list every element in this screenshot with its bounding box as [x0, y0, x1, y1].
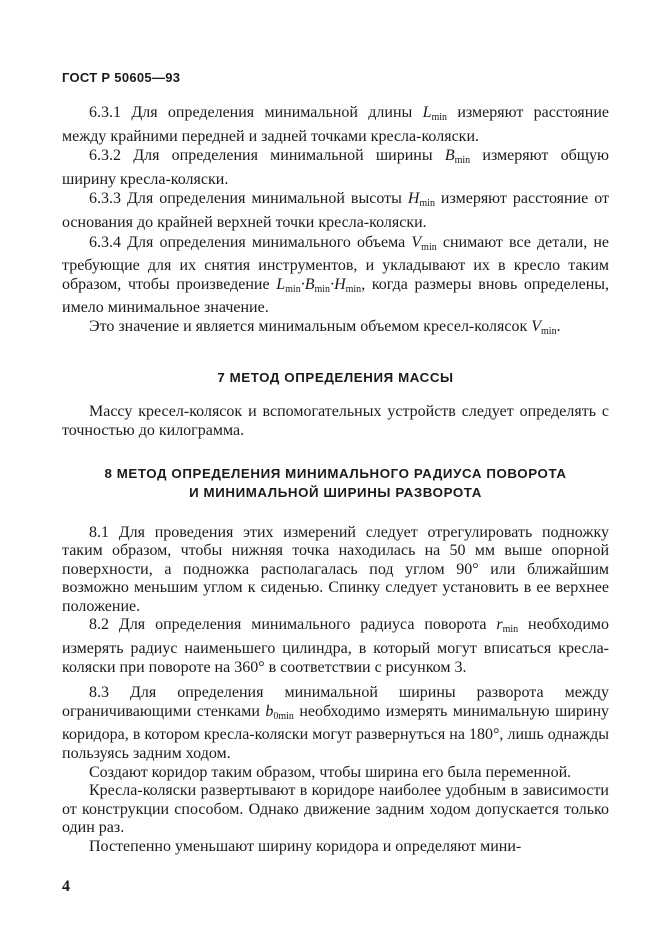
symbol-v-min: [531, 318, 556, 335]
symbol-letter: H: [334, 275, 346, 293]
symbol-subscript: min: [541, 325, 557, 337]
paragraph-6-3-2: [62, 147, 609, 189]
paragraph-reduce-width: Постепенно уменьшают ширину коридора и определяют мини-: [89, 838, 522, 855]
symbol-l-min: [423, 104, 447, 121]
body-text: [62, 104, 609, 857]
multiplication-dot: ·: [330, 275, 335, 293]
paragraph-6-3-4-conclusion: [62, 318, 609, 342]
symbol-letter: L: [422, 104, 432, 121]
product-formula: [276, 276, 361, 293]
text-segment: снимают все детали, не требующие для их снятия инструментов, и укладывают их в кресло таким образом, чтобы произведение: [62, 233, 609, 293]
paragraph-8-2: [62, 616, 609, 677]
symbol-subscript: min: [502, 624, 519, 636]
text-segment: 6.3.1 Для определения минимальной длины: [89, 104, 423, 121]
heading-line: 8 МЕТОД ОПРЕДЕЛЕНИЯ МИНИМАЛЬНОГО РАДИУСА ПОВОРОТА: [104, 466, 567, 482]
symbol-subscript: min: [314, 283, 331, 295]
paragraph-6-3-4: [62, 234, 609, 318]
text-segment: .: [556, 317, 561, 335]
text-segment: необходимо измерять минимальную ширину коридора, в котором кресла-коляски могут развернуться на 180°, лишь однажды пользуясь задним ходом.: [62, 702, 609, 763]
symbol-b0-min: [265, 703, 294, 720]
symbol-v-min: [411, 234, 436, 251]
text-segment: измеряют общую ширину кресла-коляски.: [62, 147, 610, 188]
symbol-r-min: [496, 616, 519, 636]
text-segment: Это значение и является минимальным объемом кресел-колясок: [89, 317, 532, 335]
symbol-subscript: min: [345, 283, 362, 295]
symbol-letter: V: [531, 317, 542, 335]
symbol-letter: r: [496, 616, 503, 634]
text-segment: 8.2 Для определения минимального радиуса поворота: [89, 616, 497, 634]
multiplication-dot: ·: [300, 275, 305, 293]
symbol-letter: B: [444, 147, 455, 165]
symbol-h-min: [407, 190, 435, 210]
symbol-subscript: min: [454, 155, 471, 167]
symbol-letter: L: [276, 275, 286, 293]
heading-line: И МИНИМАЛЬНОЙ ШИРИНЫ РАЗВОРОТА: [189, 484, 482, 500]
symbol-subscript: min: [431, 112, 448, 123]
symbol-subscript: min: [285, 283, 301, 295]
symbol-subscript: min: [419, 198, 435, 210]
text-segment: измеряют расстояние от основания до крайней верхней точки кресла-коляски.: [62, 190, 610, 231]
paragraph-corridor: Создают коридор таким образом, чтобы ширина его была переменной.: [89, 763, 572, 781]
symbol-letter: H: [407, 190, 420, 208]
section-7-heading: 7 МЕТОД ОПРЕДЕЛЕНИЯ МАССЫ: [217, 369, 454, 385]
section-7-text: Массу кресел-колясок и вспомогательных устройств следует определять с точностью до килограмма.: [62, 403, 609, 439]
text-segment: , когда размеры вновь определены, имело минимальное значение.: [62, 275, 610, 317]
symbol-b-min: [444, 147, 471, 167]
text-segment: необходимо измерять радиус наименьшего цилиндра, в который могут вписаться кресла-коляски при повороте на 360° в соответствии с рисунком 3.: [62, 616, 610, 676]
symbol-letter: B: [304, 275, 315, 293]
paragraph-6-3-3: [62, 190, 609, 232]
text-segment: 8.3 Для определения минимальной ширины разворота между ограничивающими стенками: [62, 684, 609, 720]
paragraph-turning: Кресла-коляски развертывают в коридоре наиболее удобным в зависимости от конструкции способом. Однако движение задним ходом допускается только один раз.: [62, 782, 609, 837]
paragraph-8-3: [62, 684, 609, 763]
standard-header: ГОСТ Р 50605—93: [62, 70, 181, 85]
text-segment: 6.3.2 Для определения минимальной ширины: [89, 147, 445, 165]
symbol-letter: V: [411, 233, 422, 251]
symbol-subscript: min: [421, 241, 437, 253]
paragraph-6-3-1: [62, 104, 609, 146]
page-number: 4: [62, 878, 70, 895]
symbol-subscript: 0min: [273, 710, 294, 722]
text-segment: 6.3.4 Для определения минимального объема: [89, 233, 412, 251]
text-segment: измеряют расстояние между крайними передней и задней точками кресла-коляски.: [62, 104, 609, 145]
paragraph-8-1: 8.1 Для проведения этих измерений следует отрегулировать подножку таким образом, чтобы нижняя точка находилась на 50 мм выше опорной поверхности, а подножка располагалась под углом 90° или ближайшим возможно меньшим углом к сиденью. Спинку следует установить в ее верхнее положение.: [62, 523, 609, 615]
section-8-heading: [62, 465, 609, 502]
text-segment: 6.3.3 Для определения минимальной высоты: [89, 190, 408, 208]
symbol-letter: b: [265, 702, 274, 720]
